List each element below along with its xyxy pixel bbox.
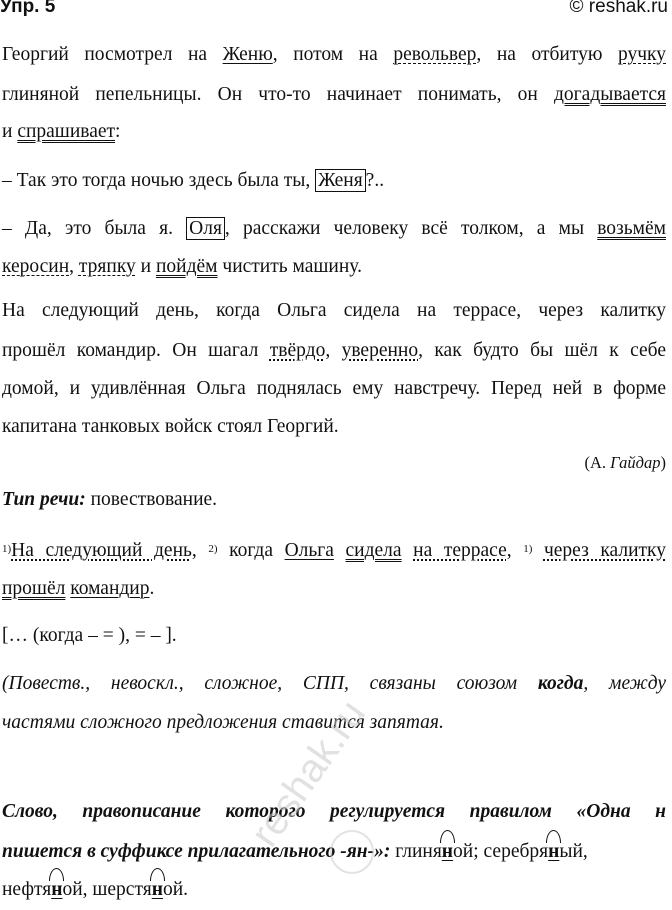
object-word: керосин — [2, 256, 70, 277]
exercise-number: Упр. 5 — [0, 0, 56, 17]
rule-line-3: нефтяной, шерстяной. — [2, 877, 666, 903]
suffix-arc: н — [548, 839, 559, 865]
text-line-7: На следующий день, когда Ольга сидела на террасе, через калитку — [2, 300, 666, 321]
underlined-word: ручку — [618, 44, 666, 65]
predicate-word: спрашивает — [17, 121, 116, 142]
text-line-9: домой, и удивлённая Ольга поднялась ему навстречу. Перед ней в форме — [2, 378, 666, 399]
underlined-word: Женю — [222, 44, 273, 65]
text-line-3: и спрашивает: — [2, 121, 121, 142]
suffix-arc: н — [152, 877, 163, 903]
text-line-10: капитана танковых войск стоял Георгий. — [2, 416, 339, 437]
underlined-word: револьвер — [393, 44, 477, 65]
subject-word: командир — [70, 578, 150, 599]
site-credit: © reshak.ru — [569, 0, 668, 17]
analysis-note-1: (Повеств., невоскл., сложное, СПП, связаны союзом когда, между — [2, 673, 667, 694]
subject-word: Ольга — [284, 540, 334, 561]
text-line-5: – Да, это была я. Оля , расскажи человеку всё толком, а мы возьмём — [2, 218, 666, 239]
predicate-word: сидела — [345, 540, 402, 561]
predicate-word: догадывается — [554, 84, 666, 105]
watermark: reshak.ru — [242, 692, 375, 855]
suffix-arc: н — [51, 877, 62, 903]
watermark-copyright-icon — [330, 830, 374, 874]
circumstance-phrase: на террасе — [413, 540, 507, 561]
address-box: Оля — [186, 217, 225, 240]
adverb-word: уверенно — [341, 340, 419, 361]
speech-type — [2, 487, 666, 513]
text-line-6: керосин, тряпку и пойдём чистить машину. — [2, 256, 362, 277]
sentence-scheme: [… (когда – = ), = – ]. — [2, 625, 177, 646]
suffix-arc: н — [442, 839, 453, 865]
author-attribution: (А. Гайдар) — [584, 453, 666, 472]
rule-line-1: Слово, правописание которого регулируется правилом «Одна н — [2, 801, 666, 822]
text-line-2: глиняной пепельницы. Он что-то начинает понимать, он догадывается — [2, 84, 666, 105]
circumstance-phrase: через калитку — [543, 540, 667, 561]
text-line-4: – Так это тогда ночью здесь была ты, Женя ?.. — [2, 170, 385, 191]
speech-type-value: повествование. — [85, 489, 218, 510]
analysis-note-2: частями сложного предложения ставится запятая. — [2, 712, 444, 733]
predicate-word: возьмём — [597, 218, 666, 239]
text-line-8: прошёл командир. Он шагал твёрдо, уверенно, как будто бы шёл к себе — [2, 340, 667, 361]
predicate-word: прошёл — [2, 578, 66, 599]
rule-line-2: пишется в суффиксе прилагательного -ян-»: глиняной; серебряный, — [2, 839, 666, 865]
circumstance-phrase: На следующий день — [11, 540, 192, 561]
analysis-line-2: прошёл командир. — [2, 578, 155, 599]
text-line-1: Георгий посмотрел на Женю, потом на револьвер, на отбитую ручку — [2, 44, 666, 65]
predicate-word: пойдём — [155, 256, 218, 277]
speech-type-label: Тип речи: — [2, 489, 86, 510]
adverb-word: твёрдо — [269, 340, 326, 361]
object-word: тряпку — [78, 256, 136, 277]
address-box: Женя — [315, 169, 366, 192]
analysis-line-1: $^{1)}$На следующий день, $^{2)}$ когда Ольга сидела на террасе, $^{1)}$ через калитку — [2, 540, 667, 561]
